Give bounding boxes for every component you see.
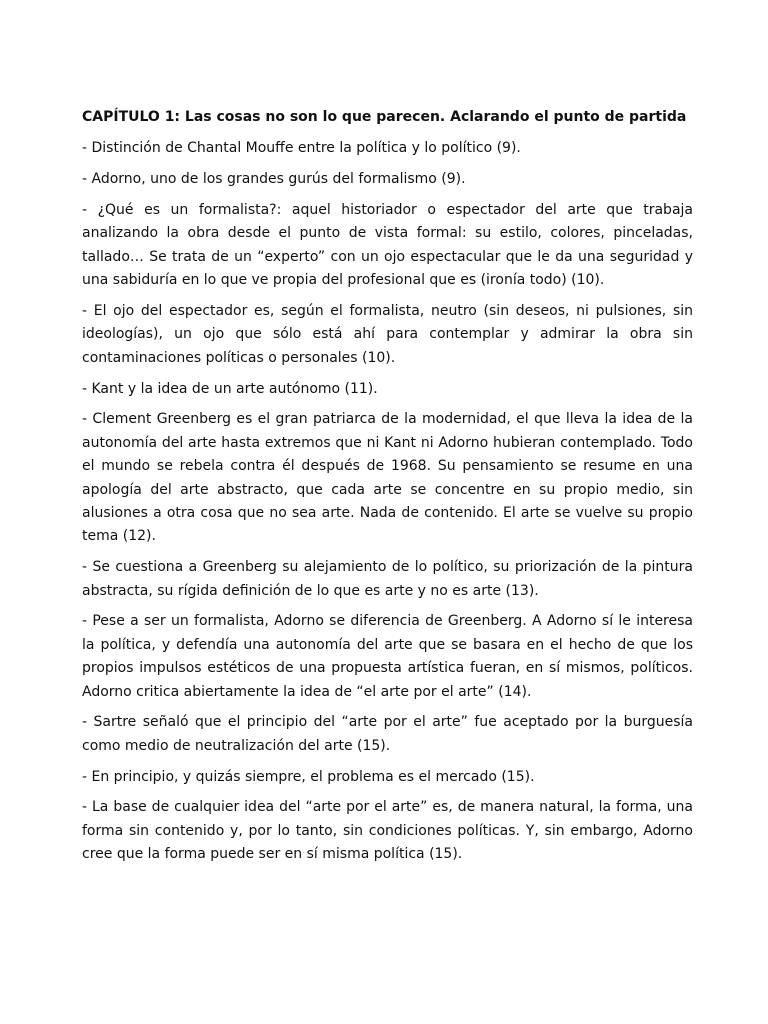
paragraph-7: - Se cuestiona a Greenberg su alejamiento de lo político, su priorización de la pintura abstracta, su rígida definición de lo que es arte y no es arte (13). — [82, 559, 693, 599]
paragraph-6: - Clement Greenberg es el gran patriarca de la modernidad, el que lleva la idea de la autonomía del arte hasta extremos que ni Kant ni Adorno hubieran contemplado. Todo el mundo se rebela contra él después de 1968. Su pensamiento se resume en una apología del arte abstracto, que cada arte se concentre en su propio medio, sin alusiones a otra cosa que no sea arte. Nada de contenido. El arte se vuelve su propio tema (12). — [82, 411, 693, 545]
paragraph-9: - Sartre señaló que el principio del “arte por el arte” fue aceptado por la burguesía como medio de neutralización del arte (15). — [82, 714, 693, 754]
paragraph-2: - Adorno, uno de los grandes gurús del formalismo (9). — [82, 171, 466, 188]
paragraph-11: - La base de cualquier idea del “arte por el arte” es, de manera natural, la forma, una forma sin contenido y, por lo tanto, sin condiciones políticas. Y, sin embargo, Adorno cree que la forma puede ser en sí misma política (15). — [82, 799, 693, 863]
paragraph-8: - Pese a ser un formalista, Adorno se diferencia de Greenberg. A Adorno sí le interesa la política, y defendía una autonomía del arte que se basara en el hecho de que los propios impulsos estéticos de una propuesta artística fueran, en sí mismos, políticos. Adorno critica abiertamente la idea de “el arte por el arte” (14). — [82, 613, 693, 700]
paragraph-5: - Kant y la idea de un arte autónomo (11). — [82, 380, 378, 397]
paragraph-1: - Distinción de Chantal Mouffe entre la política y lo político (9). — [82, 140, 521, 157]
paragraph-4: - El ojo del espectador es, según el formalista, neutro (sin deseos, ni pulsiones, sin ideologías), un ojo que sólo está ahí para contemplar y admirar la obra sin contaminaciones políticas o personales (10). — [82, 303, 693, 366]
chapter-title: CAPÍTULO 1: Las cosas no son lo que parecen. Aclarando el punto de partida — [82, 109, 687, 125]
document-page — [82, 106, 693, 874]
paragraph-3: - ¿Qué es un formalista?: aquel historiador o espectador del arte que trabaja analizando la obra desde el punto de vista formal: su estilo, colores, pinceladas, tallado… Se trata de un “experto” con un ojo espectacular que le da una seguridad y una sabiduría en lo que ve propia del profesional que es (ironía todo) (10). — [82, 202, 693, 289]
paragraph-10: - En principio, y quizás siempre, el problema es el mercado (15). — [82, 768, 535, 785]
